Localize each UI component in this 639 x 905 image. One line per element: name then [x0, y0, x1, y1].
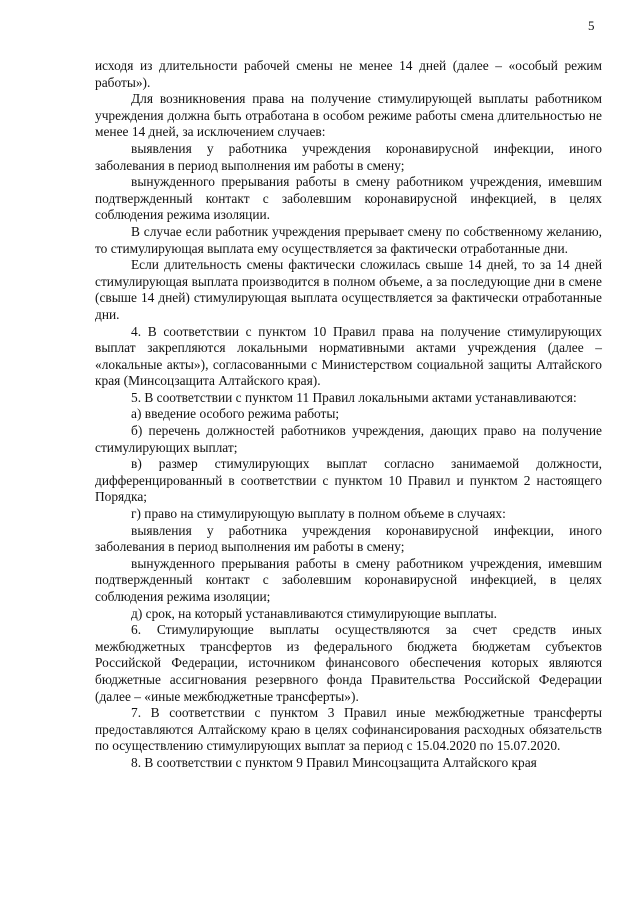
paragraph-item-5v: в) размер стимулирующих выплат согласно занимаемой должности, дифференцированный в соответствии с пунктом 10 Правил и пунктом 2 настоящего Порядка;	[95, 456, 602, 505]
paragraph-item-5b: б) перечень должностей работников учреждения, дающих право на получение стимулирующих выплат;	[95, 423, 602, 455]
paragraph-right-condition: Для возникновения права на получение стимулирующей выплаты работником учреждения должна быть отработана в особом режиме работы смена длительностью не менее 14 дней, за исключением случаев:	[95, 91, 602, 140]
paragraph-item-7: 7. В соответствии с пунктом 3 Правил иные межбюджетные трансферты предоставляются Алтайскому краю в целях софинансирования расходных обязательств по осуществлению стимулирующих выплат за период с 15.04.2020 по 15.07.2020.	[95, 705, 602, 754]
page-number: 5	[588, 18, 595, 33]
paragraph-item-5: 5. В соответствии с пунктом 11 Правил локальными актами устанавливаются:	[131, 389, 577, 405]
paragraph-item-5g-infection: выявления у работника учреждения коронавирусной инфекции, иного заболевания в период выполнения им работы в смену;	[95, 522, 602, 555]
paragraph-exception-infection: выявления у работника учреждения коронавирусной инфекции, иного заболевания в период выполнения им работы в смену;	[95, 140, 602, 173]
paragraph-over-14-days: Если длительность смены фактически сложилась свыше 14 дней, то за 14 дней стимулирующая выплата производится в полном объеме, а за последующие дни в смене (свыше 14 дней) стимулирующая выплата осуществляется за фактически отработанные дни.	[95, 257, 602, 322]
paragraph-own-interrupt: В случае если работник учреждения прерывает смену по собственному желанию, то стимулирующая выплата ему осуществляется за фактически отработанные дни.	[95, 223, 602, 256]
paragraph-item-5d: д) срок, на который устанавливаются стимулирующие выплаты.	[131, 605, 497, 621]
paragraph-item-6: 6. Стимулирующие выплаты осуществляются за счет средств иных межбюджетных трансфертов из федерального бюджета бюджетам субъектов Российской Федерации, источником финансового обеспечения которых являются бюджетные ассигнования резервного фонда Правительства Российской Федерации (далее – «иные межбюджетные трансферты»).	[95, 622, 602, 704]
paragraph-exception-contact: вынужденного прерывания работы в смену работником учреждения, имевшим подтвержденный контакт с заболевшим коронавирусной инфекцией, в целях соблюдения режима изоляции.	[95, 174, 602, 223]
paragraph-item-5g-contact: вынужденного прерывания работы в смену работником учреждения, имевшим подтвержденный контакт с заболевшим коронавирусной инфекцией, в целях соблюдения режима изоляции;	[95, 555, 602, 604]
paragraph-item-5a: а) введение особого режима работы;	[131, 406, 340, 422]
paragraph-item-4: 4. В соответствии с пунктом 10 Правил права на получение стимулирующих выплат закрепляются локальными нормативными актами учреждения (далее – «локальные акты»), согласованными с Министерством социальной защиты Алтайского края (Минсоцзащита Алтайского края).	[95, 323, 602, 389]
paragraph-item-8: 8. В соответствии с пунктом 9 Правил Минсоцзащита Алтайского края	[131, 754, 537, 770]
paragraph-continuation: исходя из длительности рабочей смены не менее 14 дней (далее – «особый режим работы»).	[95, 58, 602, 90]
paragraph-item-5g: г) право на стимулирующую выплату в полном объеме в случаях:	[131, 506, 506, 522]
document-body	[95, 58, 602, 772]
